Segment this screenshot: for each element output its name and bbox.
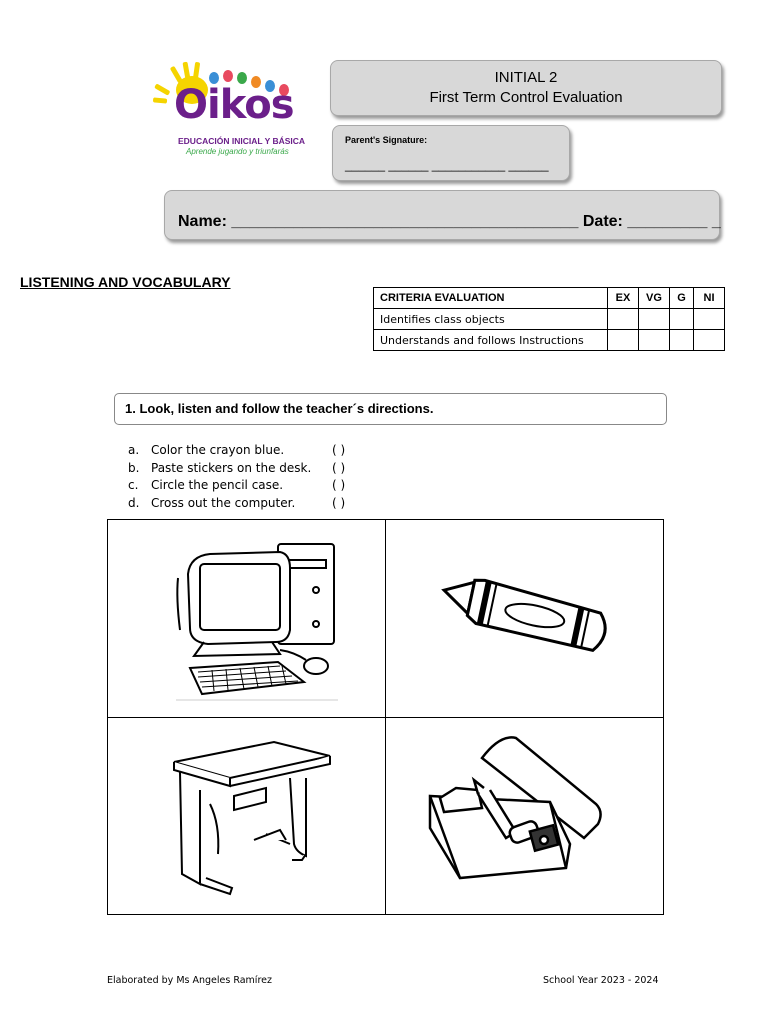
oikos-logo <box>152 60 306 160</box>
task-list <box>128 443 346 513</box>
column-vg: VG <box>639 288 670 309</box>
signature-line[interactable]: ______ ______ ___________ ______ <box>345 158 549 172</box>
task-text: Paste stickers on the desk. <box>151 460 312 475</box>
column-ni: NI <box>694 288 725 309</box>
task-text: Circle the pencil case. <box>151 478 284 492</box>
level-title: INITIAL 2 <box>494 69 558 86</box>
picture-grid <box>107 519 664 915</box>
footer-author: Elaborated by Ms Angeles Ramírez <box>107 975 272 986</box>
task-checkbox[interactable]: ( ) <box>332 443 346 457</box>
criteria-row <box>374 309 725 330</box>
date-label: Date: <box>582 213 623 230</box>
criteria-row <box>374 330 725 351</box>
grid-divider <box>108 717 663 718</box>
name-label: Name: <box>178 213 227 230</box>
criteria-header-row <box>374 288 725 309</box>
evaluation-title: First Term Control Evaluation <box>429 89 623 106</box>
column-ex: EX <box>608 288 639 309</box>
criteria-table <box>373 287 725 351</box>
task-letter: c. <box>128 478 139 492</box>
task-letter: a. <box>128 443 140 457</box>
grade-cell[interactable] <box>608 330 639 351</box>
grade-cell[interactable] <box>670 309 694 330</box>
name-date-box <box>164 190 720 240</box>
criteria-row-label: Identifies class objects <box>374 309 608 330</box>
desk-picture[interactable] <box>170 734 340 909</box>
date-field[interactable]: _________ _ <box>627 213 721 230</box>
grade-cell[interactable] <box>670 330 694 351</box>
task-letter: d. <box>128 495 140 510</box>
computer-icon <box>168 538 348 703</box>
name-field[interactable]: _______________________________________ <box>231 213 579 230</box>
list-item <box>128 443 346 461</box>
task-letter: b. <box>128 460 140 475</box>
task-text: Cross out the computer. <box>151 495 296 510</box>
logo-tagline: Aprende jugando y triunfarás <box>186 147 289 156</box>
footer-school-year: School Year 2023 - 2024 <box>543 975 659 986</box>
list-item <box>128 460 346 479</box>
signature-box <box>332 125 570 181</box>
list-item <box>128 478 346 496</box>
list-item <box>128 495 346 514</box>
desk-icon <box>170 734 340 904</box>
task-checkbox[interactable]: ( ) <box>332 460 346 475</box>
criteria-header: CRITERIA EVALUATION <box>374 288 608 309</box>
grade-cell[interactable] <box>639 309 670 330</box>
logo-wordmark: Oikos <box>174 82 294 128</box>
crayon-icon <box>436 578 616 678</box>
signature-label: Parent's Signature: <box>345 135 428 145</box>
criteria-row-label: Understands and follows Instructions <box>374 330 608 351</box>
crayon-picture[interactable] <box>436 578 616 683</box>
task-checkbox[interactable]: ( ) <box>332 495 346 510</box>
title-box <box>330 60 722 116</box>
grade-cell[interactable] <box>639 330 670 351</box>
grade-cell[interactable] <box>694 309 725 330</box>
grade-cell[interactable] <box>694 330 725 351</box>
computer-picture[interactable] <box>168 538 348 708</box>
logo-subtitle: EDUCACIÓN INICIAL Y BÁSICA <box>178 136 306 146</box>
pencil-case-picture[interactable] <box>420 728 610 903</box>
grade-cell[interactable] <box>608 309 639 330</box>
instruction-box: 1. Look, listen and follow the teacher´s directions. <box>114 393 667 425</box>
section-title: LISTENING AND VOCABULARY <box>20 274 231 290</box>
column-g: G <box>670 288 694 309</box>
pencil-case-icon <box>420 728 610 898</box>
task-checkbox[interactable]: ( ) <box>332 478 346 492</box>
task-text: Color the crayon blue. <box>151 443 285 457</box>
